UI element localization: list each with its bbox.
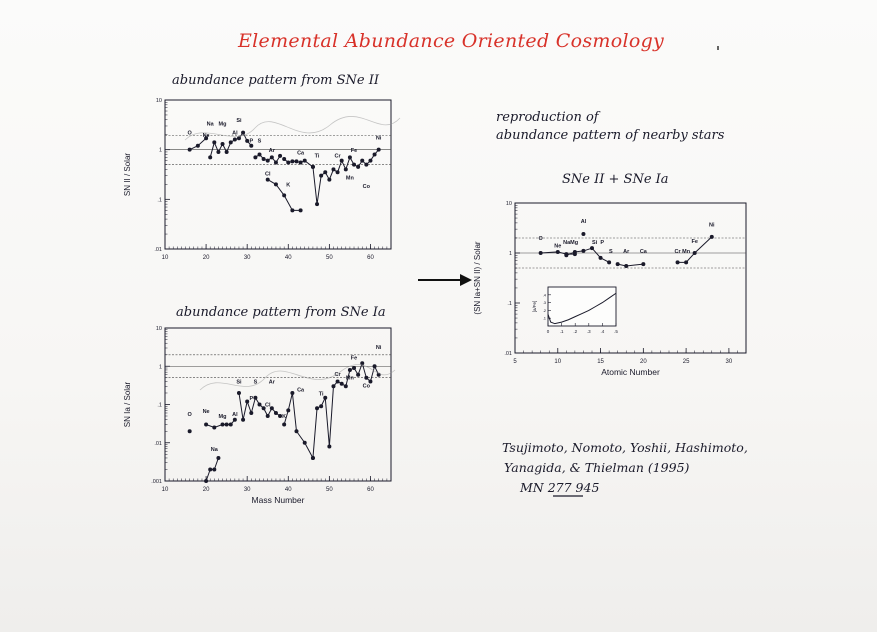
sn1a-data-point — [303, 441, 307, 445]
combined-element-label: Fe — [691, 238, 698, 245]
sn2-data-point — [368, 159, 372, 163]
combined-x-tick-label: 10 — [554, 359, 562, 365]
sn2-element-label: Cl — [264, 171, 271, 178]
sn1a-data-point — [212, 467, 216, 471]
sn2-data-point — [352, 163, 356, 167]
sn2-element-label: Ti — [314, 153, 320, 160]
combined-x-tick-label: 15 — [597, 359, 604, 365]
sn2-element-label: K — [286, 182, 291, 189]
sn2-data-point — [266, 178, 270, 182]
sn2-data-point — [348, 155, 352, 159]
sn1a-data-point — [323, 396, 327, 400]
sn2-y-tick-label: 10 — [155, 98, 162, 104]
sn1a-data-point — [241, 418, 245, 422]
sn2-data-point — [344, 167, 348, 171]
sn2-element-label: Ni — [375, 135, 382, 142]
combined-y-tick-label: .1 — [507, 301, 512, 307]
combined-element-label: Ne — [554, 243, 562, 250]
sn1a-element-label: Al — [232, 412, 238, 419]
sn2-element-label: P — [249, 138, 254, 145]
pencil-scribble — [185, 116, 400, 140]
combined-data-point — [710, 235, 714, 239]
combined-element-label: Mn — [682, 249, 691, 255]
sn1a-frame — [165, 328, 391, 481]
sn1a-data-point — [274, 411, 278, 415]
sn2-data-point — [282, 157, 286, 161]
sn2-data-point — [356, 165, 360, 169]
sn2-data-point — [290, 208, 294, 212]
inset-x-tick-label: .3 — [586, 329, 591, 334]
sn2-data-point — [282, 193, 286, 197]
sn2-data-point — [377, 148, 381, 152]
sn2-element-label: Al — [232, 130, 238, 137]
sn1a-caption: abundance pattern from SNe Ia — [176, 305, 386, 320]
sn2-data-point — [299, 161, 303, 165]
sn1a-x-tick-label: 20 — [202, 487, 210, 493]
sn2-x-tick-label: 40 — [284, 255, 292, 261]
sn1a-series-line — [206, 458, 218, 481]
sn1a-element-label: Ar — [268, 379, 275, 386]
sn1a-y-axis-label: SN Ia / Solar — [123, 381, 132, 428]
combined-data-point — [539, 251, 543, 255]
sn1a-element-label: Ca — [297, 387, 305, 394]
sn1a-element-label: Mn — [345, 375, 354, 382]
sn1a-data-point — [364, 376, 368, 380]
sn2-data-point — [286, 161, 290, 165]
combined-x-tick-label: 25 — [682, 359, 690, 365]
inset-x-tick-label: .5 — [614, 329, 618, 334]
inset-x-tick-label: .4 — [600, 329, 605, 334]
sn2-element-label: Fe — [350, 147, 358, 154]
sn1a-data-point — [229, 423, 233, 427]
sn2-data-point — [237, 136, 241, 140]
sn1a-data-point — [221, 423, 225, 427]
sn1a-data-point — [212, 426, 216, 430]
sn2-data-point — [212, 140, 216, 144]
combined-element-label: Al — [580, 218, 587, 225]
sn2-caption: abundance pattern from SNe II — [172, 73, 379, 88]
combined-data-point — [641, 262, 645, 266]
sn1a-element-label: Si — [236, 379, 242, 386]
combined-x-tick-label: 30 — [725, 359, 733, 365]
sn2-data-point — [258, 152, 262, 156]
arrow-icon — [418, 274, 472, 286]
sn2-data-point — [262, 157, 266, 161]
sn1a-y-tick-label: .01 — [154, 440, 162, 447]
sn1a-data-point — [286, 408, 290, 412]
combined-data-point — [581, 249, 585, 253]
sn1a-data-point — [266, 414, 270, 418]
sn2-data-point — [274, 161, 278, 165]
combined-element-label: Ar — [623, 249, 630, 255]
inset-x-tick-label: .2 — [573, 329, 578, 334]
sn2-element-label: Cr — [334, 153, 341, 160]
inset-frame — [548, 287, 616, 326]
sn2-data-point — [216, 150, 220, 154]
combined-data-point — [693, 251, 697, 255]
sn1a-element-label: Ti — [318, 391, 324, 398]
sn1a-data-point — [188, 429, 192, 433]
inset-x-tick-label: .1 — [559, 329, 564, 334]
sn2-data-point — [266, 159, 270, 163]
inset-y-tick-label: .2 — [542, 307, 546, 313]
combined-y-tick-label: .01 — [504, 351, 512, 357]
sn1a-element-label: P — [249, 396, 254, 403]
chart-inset — [532, 287, 618, 334]
sn2-data-point — [274, 182, 278, 186]
sn1a-data-point — [315, 406, 319, 410]
combined-series-line — [618, 264, 644, 266]
sn2-data-point — [233, 138, 237, 142]
sn2-data-point — [327, 178, 331, 182]
sn1a-x-axis-label: Mass Number — [251, 495, 305, 505]
sn1a-data-point — [319, 404, 323, 408]
reference-line2: Yanagida, & Thielman (1995) — [504, 460, 690, 475]
sn2-data-point — [225, 150, 229, 154]
sn1a-data-point — [249, 411, 253, 415]
sn2-element-label: Ca — [297, 150, 305, 157]
sn2-x-tick-label: 10 — [161, 255, 169, 261]
combined-element-label: P — [600, 240, 605, 247]
inset-y-tick-label: .3 — [542, 300, 546, 306]
sn2-data-point — [241, 131, 245, 135]
sn1a-element-label: Ni — [375, 345, 382, 352]
sn1a-element-label: Na — [210, 447, 218, 454]
combined-subtitle: SNe II + SNe Ia — [562, 172, 669, 187]
sn2-data-point — [208, 155, 212, 159]
sn2-element-label: Si — [236, 118, 242, 125]
sn1a-data-point — [216, 456, 220, 460]
sn2-element-label: Mg — [218, 121, 227, 128]
sn2-element-label: Co — [362, 183, 371, 190]
sn1a-data-point — [258, 403, 262, 407]
combined-series-line — [566, 248, 609, 262]
sn1a-data-point — [204, 479, 208, 483]
combined-element-label: Ca — [639, 249, 647, 255]
sn1a-data-point — [253, 396, 257, 400]
sn2-frame — [165, 100, 391, 249]
sn1a-series-line — [284, 393, 313, 458]
combined-element-label: NaMg — [563, 240, 579, 247]
combined-element-label: O — [538, 236, 543, 243]
sn2-data-point — [221, 142, 225, 146]
sn1a-element-label: Cl — [264, 402, 271, 409]
sn2-element-label: Ne — [202, 132, 210, 139]
sn2-data-point — [331, 167, 335, 171]
reference-line3: MN 277 945 — [520, 480, 600, 495]
sn1a-data-point — [282, 423, 286, 427]
sn1a-y-tick-label: .1 — [157, 402, 162, 409]
combined-data-point — [607, 260, 611, 264]
combined-element-label: S — [608, 249, 613, 255]
sn1a-element-label: O — [187, 412, 192, 419]
combined-data-point — [581, 232, 585, 236]
inset-y-tick-label: .4 — [542, 292, 546, 298]
combined-data-point — [599, 256, 603, 260]
inset-x-tick-label: 0 — [546, 329, 550, 334]
combined-data-point — [684, 260, 688, 264]
sn2-element-label: Na — [206, 121, 214, 128]
combined-data-point — [564, 253, 568, 257]
sn1a-data-point — [344, 384, 348, 388]
sn1a-data-point — [348, 368, 352, 372]
sn2-x-tick-label: 60 — [367, 255, 374, 261]
sn2-data-point — [290, 159, 294, 163]
sn1a-data-point — [356, 373, 360, 377]
sn2-data-point — [229, 140, 233, 144]
sn2-data-point — [315, 202, 319, 206]
combined-y-tick-label: 1 — [508, 251, 512, 257]
sn1a-data-point — [352, 366, 356, 370]
sn1a-x-tick-label: 40 — [284, 487, 292, 493]
sn1a-data-point — [311, 456, 315, 460]
sn1a-data-point — [290, 391, 294, 395]
combined-data-point — [590, 246, 594, 250]
combined-data-point — [556, 250, 560, 254]
inset-y-axis-label: [a/Fe] — [532, 300, 537, 313]
sn2-data-point — [188, 148, 192, 152]
combined-y-tick-label: 10 — [505, 201, 512, 207]
chart-sn1a — [123, 326, 391, 505]
sn2-x-tick-label: 20 — [202, 255, 210, 261]
sn1a-element-label: Co — [362, 383, 371, 390]
sn1a-element-label: K — [282, 413, 287, 420]
sn2-x-tick-label: 30 — [243, 255, 251, 261]
combined-x-axis-label: Atomic Number — [601, 367, 660, 377]
sn2-y-tick-label: 1 — [158, 147, 162, 154]
sn1a-element-label: Mg — [218, 413, 227, 420]
sn2-data-point — [311, 165, 315, 169]
sn1a-data-point — [225, 423, 229, 427]
sn2-y-tick-label: .01 — [154, 247, 162, 253]
sn1a-data-point — [208, 467, 212, 471]
sn2-data-point — [336, 170, 340, 174]
sn1a-y-tick-label: 10 — [155, 326, 162, 332]
sn1a-element-label: Ne — [202, 408, 210, 415]
sn2-data-point — [294, 159, 298, 163]
sn1a-element-label: S — [253, 379, 258, 386]
reference-line1: Tsujimoto, Nomoto, Yoshii, Hashimoto, — [502, 440, 748, 455]
sn1a-data-point — [373, 364, 377, 368]
combined-data-point — [616, 262, 620, 266]
inset-y-tick-label: .1 — [542, 315, 546, 321]
sn2-element-label: S — [257, 138, 262, 145]
combined-element-label: Si — [591, 240, 598, 247]
sn1a-x-tick-label: 50 — [326, 487, 333, 493]
sn1a-element-label: Fe — [350, 355, 358, 362]
sn2-data-point — [323, 170, 327, 174]
sn2-element-label: Mn — [345, 175, 354, 182]
sn1a-element-label: Cr — [334, 372, 341, 379]
page-title: Elemental Abundance Oriented Cosmology — [238, 30, 665, 52]
sn1a-y-tick-label: 1 — [158, 364, 162, 371]
combined-caption-line1: reproduction of — [496, 110, 599, 125]
sn2-data-point — [253, 155, 257, 159]
combined-x-tick-label: 5 — [513, 359, 517, 365]
sn1a-data-point — [204, 423, 208, 427]
sn1a-x-tick-label: 30 — [243, 487, 251, 493]
sn1a-data-point — [237, 391, 241, 395]
sn1a-data-point — [340, 382, 344, 386]
sn2-data-point — [319, 174, 323, 178]
sn2-element-label: O — [187, 130, 192, 137]
sn2-y-axis-label: SN II / Solar — [123, 152, 132, 197]
combined-element-label: Cr — [674, 249, 681, 255]
sn1a-data-point — [327, 444, 331, 448]
combined-x-tick-label: 20 — [639, 359, 647, 365]
sn2-data-point — [196, 144, 200, 148]
combined-data-point — [573, 250, 577, 254]
chart-sn2 — [123, 98, 391, 261]
sn1a-data-point — [233, 418, 237, 422]
sn2-data-point — [360, 159, 364, 163]
combined-caption-line2: abundance pattern of nearby stars — [496, 128, 725, 143]
sn1a-data-point — [331, 384, 335, 388]
combined-data-point — [624, 264, 628, 268]
sn2-data-point — [278, 154, 282, 158]
sn2-x-tick-label: 50 — [326, 255, 333, 261]
sn1a-y-tick-label: .001 — [151, 479, 162, 485]
sn2-data-point — [364, 163, 368, 167]
sn2-data-point — [270, 155, 274, 159]
sn1a-x-tick-label: 10 — [161, 487, 169, 493]
combined-data-point — [676, 260, 680, 264]
sn2-y-tick-label: .1 — [157, 197, 162, 204]
combined-element-label: Ni — [709, 222, 715, 229]
sn1a-x-tick-label: 60 — [367, 487, 374, 493]
combined-y-axis-label: (SN Ia+SN II) / Solar — [473, 241, 482, 315]
sn2-element-label: Ar — [268, 147, 275, 154]
sn1a-data-point — [336, 379, 340, 383]
sn1a-data-point — [294, 429, 298, 433]
sn2-data-point — [373, 152, 377, 156]
sn2-data-point — [299, 208, 303, 212]
sn2-data-point — [303, 159, 307, 163]
